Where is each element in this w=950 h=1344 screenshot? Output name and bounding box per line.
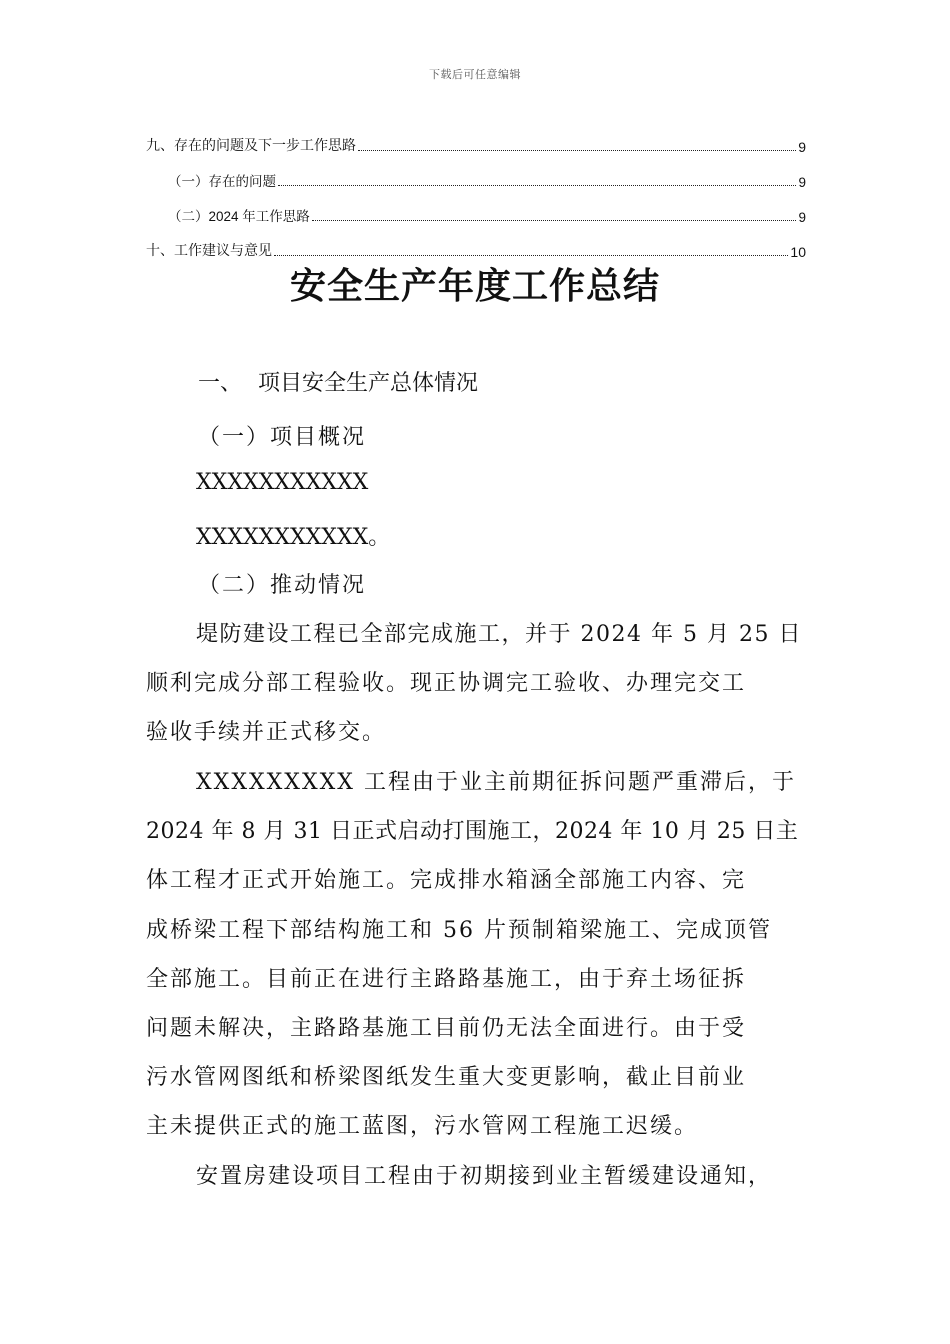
toc-leader bbox=[278, 185, 796, 186]
section-heading bbox=[198, 366, 478, 397]
subsection-heading: （二）推动情况 bbox=[198, 573, 367, 598]
section-number: 一、 bbox=[198, 371, 243, 396]
toc-entry[interactable] bbox=[146, 155, 806, 190]
body-paragraph bbox=[146, 758, 806, 1152]
body-paragraph bbox=[146, 610, 806, 758]
paragraph-line: 验收手续并正式移交。 bbox=[146, 720, 387, 746]
toc-entry-title: （一）存在的问题 bbox=[168, 174, 276, 189]
document-title: 安全生产年度工作总结 bbox=[289, 265, 660, 307]
toc-leader bbox=[312, 220, 797, 221]
paragraph-line: 主未提供正式的施工蓝图，污水管网工程施工迟缓。 bbox=[146, 1114, 699, 1140]
toc-entry-title: 九、存在的问题及下一步工作思路 bbox=[146, 137, 356, 153]
toc-entry[interactable] bbox=[146, 190, 806, 225]
toc-entry-page: 9 bbox=[798, 210, 806, 225]
toc-leader bbox=[274, 255, 788, 256]
section-title: 项目安全生产总体情况 bbox=[258, 371, 479, 396]
toc-entry[interactable] bbox=[146, 225, 806, 260]
paragraph-line: XXXXXXXXX 工程由于业主前期征拆问题严重滞后，于 bbox=[196, 770, 796, 795]
paragraph-line: 顺利完成分部工程验收。现正协调完工验收、办理完交工 bbox=[146, 671, 747, 697]
paragraph-line: 安置房建设项目工程由于初期接到业主暂缓建设通知， bbox=[196, 1164, 773, 1189]
subsection-heading: （一）项目概况 bbox=[198, 425, 367, 450]
paragraph-line: 成桥梁工程下部结构施工和 56 片预制箱梁施工、完成顶管 bbox=[146, 917, 772, 943]
toc-leader bbox=[358, 150, 796, 151]
header-note: 下载后可任意编辑 bbox=[429, 68, 521, 81]
body-paragraph bbox=[146, 1152, 806, 1201]
toc-entry-page: 10 bbox=[790, 244, 806, 260]
paragraph-line: 全部施工。目前正在进行主路路基施工，由于弃土场征拆 bbox=[146, 966, 747, 992]
toc-entry-page: 9 bbox=[798, 139, 806, 155]
table-of-contents bbox=[146, 120, 806, 260]
placeholder-line: XXXXXXXXXXX bbox=[196, 470, 369, 495]
paragraph-line: 污水管网图纸和桥梁图纸发生重大变更影响，截止目前业 bbox=[146, 1065, 747, 1091]
toc-entry-title: 十、工作建议与意见 bbox=[146, 242, 272, 258]
paragraph-line: 堤防建设工程已全部完成施工，并于 2024 年 5 月 25 日 bbox=[196, 622, 802, 647]
paragraph-line: 2024 年 8 月 31 日正式启动打围施工，2024 年 10 月 25 日主 bbox=[146, 819, 799, 845]
toc-entry[interactable] bbox=[146, 120, 806, 155]
paragraph-line: 体工程才正式开始施工。完成排水箱涵全部施工内容、完 bbox=[146, 868, 747, 894]
toc-entry-page: 9 bbox=[798, 175, 806, 190]
paragraph-line: 问题未解决，主路路基施工目前仍无法全面进行。由于受 bbox=[146, 1016, 747, 1042]
placeholder-line: XXXXXXXXXXX。 bbox=[196, 525, 391, 550]
toc-entry-title: （二）2024 年工作思路 bbox=[168, 209, 310, 224]
